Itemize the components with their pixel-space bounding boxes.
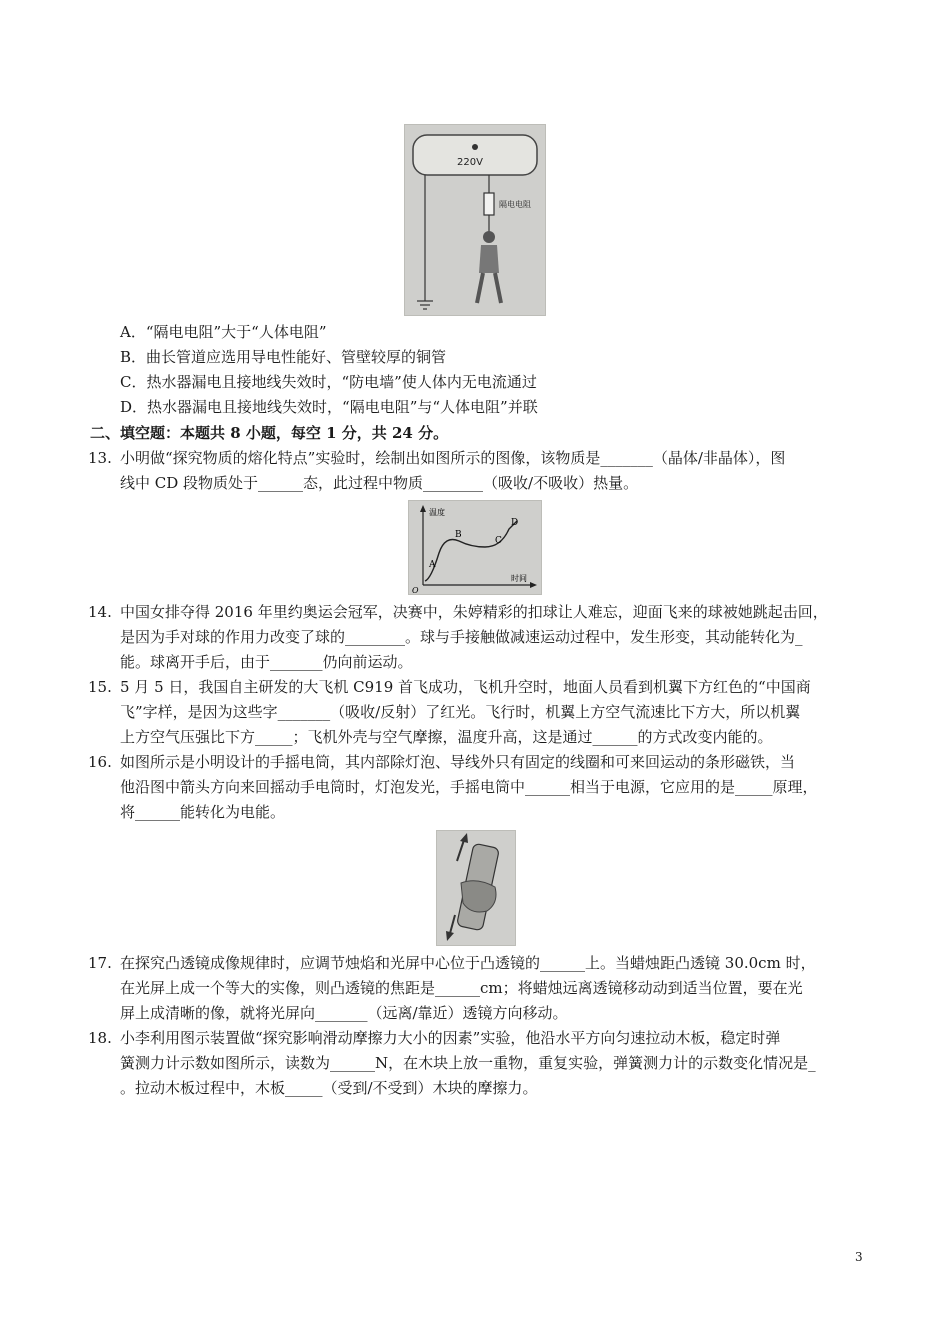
q12-option-a: A．“隔电电阻”大于“人体电阻” bbox=[120, 323, 327, 341]
q15-number: 15. bbox=[88, 678, 112, 696]
graph-point-a: A bbox=[429, 560, 436, 570]
q17-line-1: 在探究凸透镜成像规律时，应调节烛焰和光屏中心位于凸透镜的______上。当蜡烛距凸透镜 30.0cm 时， bbox=[120, 954, 816, 972]
q16-line-3: 将______能转化为电能。 bbox=[120, 803, 286, 821]
q15-line-1: 5 月 5 日，我国自主研发的大飞机 C919 首飞成功，飞机升空时，地面人员看到机翼下方红色的“中国商 bbox=[120, 678, 811, 696]
q17-line-2: 在光屏上成一个等大的实像，则凸透镜的焦距是______cm；将蜡烛远离透镜移动动到适当位置，要在光 bbox=[120, 979, 803, 997]
q14-line-1: 中国女排夺得 2016 年里约奥运会冠军，决赛中，朱婷精彩的扣球让人难忘，迎面飞来的球被她跳起击回， bbox=[120, 603, 828, 621]
resistor-label: 隔电电阻 bbox=[499, 200, 531, 209]
graph-x-label: 时间 bbox=[511, 574, 527, 583]
q14-number: 14. bbox=[88, 603, 112, 621]
graph-y-label: 温度 bbox=[429, 508, 445, 517]
flashlight-figure bbox=[436, 830, 516, 946]
q13-number: 13. bbox=[88, 449, 112, 467]
q15-line-2: 飞”字样，是因为这些字_______（吸收/反射）了红光。飞行时，机翼上方空气流速比下方大，所以机翼 bbox=[120, 703, 801, 721]
melting-graph bbox=[409, 501, 541, 594]
page-number: 3 bbox=[855, 1250, 863, 1264]
q12-option-c: C．热水器漏电且接地线失效时，“防电墙”使人体内无电流通过 bbox=[120, 373, 537, 391]
graph-point-b: B bbox=[455, 530, 462, 540]
q13-line-1: 小明做“探究物质的熔化特点”实验时，绘制出如图所示的图像，该物质是_______（晶体/非晶体），图 bbox=[120, 449, 786, 467]
q18-number: 18. bbox=[88, 1029, 112, 1047]
q18-line-2: 簧测力计示数如图所示，读数为______N，在木块上放一重物，重复实验，弹簧测力计的示数变化情况是_ bbox=[120, 1054, 816, 1072]
q14-line-2: 是因为手对球的作用力改变了球的________。球与手接触做减速运动过程中，发生形变，其动能转化为_ bbox=[120, 628, 803, 646]
q14-line-3: 能。球离开手后，由于_______仍向前运动。 bbox=[120, 653, 413, 671]
q12-option-d: D．热水器漏电且接地线失效时，“隔电电阻”与“人体电阻”并联 bbox=[120, 398, 538, 416]
q15-line-3: 上方空气压强比下方_____；飞机外壳与空气摩擦，温度升高，这是通过______的方式改变内能的。 bbox=[120, 728, 773, 746]
graph-point-c: C bbox=[495, 536, 502, 546]
arrow-up-icon bbox=[460, 833, 468, 843]
q17-line-3: 屏上成清晰的像，就将光屏向_______（远离/靠近）透镜方向移动。 bbox=[120, 1004, 568, 1022]
flashlight-illustration bbox=[437, 831, 515, 945]
voltage-label: 220V bbox=[457, 157, 483, 168]
q16-line-2: 他沿图中箭头方向来回摇动手电筒时，灯泡发光，手摇电筒中______相当于电源，它应用的是_____原理， bbox=[120, 778, 818, 796]
section-title: 二、填空题：本题共 8 小题，每空 1 分，共 24 分。 bbox=[90, 424, 449, 442]
melting-graph-figure bbox=[408, 500, 542, 595]
q12-option-b: B．曲长管道应选用导电性能好、管壁较厚的铜管 bbox=[120, 348, 447, 366]
q18-line-3: 。拉动木板过程中，木板_____（受到/不受到）木块的摩擦力。 bbox=[120, 1079, 538, 1097]
arrow-down-icon bbox=[446, 931, 454, 941]
q16-number: 16. bbox=[88, 753, 112, 771]
q17-number: 17. bbox=[88, 954, 112, 972]
q18-line-1: 小李利用图示装置做“探究影响滑动摩擦力大小的因素”实验，他沿水平方向匀速拉动木板，稳定时弹 bbox=[120, 1029, 781, 1047]
q16-line-1: 如图所示是小明设计的手摇电筒，其内部除灯泡、导线外只有固定的线圈和可来回运动的条形磁铁，当 bbox=[120, 753, 796, 771]
q13-line-2: 线中 CD 段物质处于______态，此过程中物质________（吸收/不吸收）热量。 bbox=[120, 474, 639, 492]
graph-origin-label: O bbox=[412, 586, 419, 594]
graph-point-d: D bbox=[511, 518, 519, 528]
water-heater-illustration bbox=[405, 125, 545, 315]
water-heater-figure bbox=[404, 124, 546, 316]
